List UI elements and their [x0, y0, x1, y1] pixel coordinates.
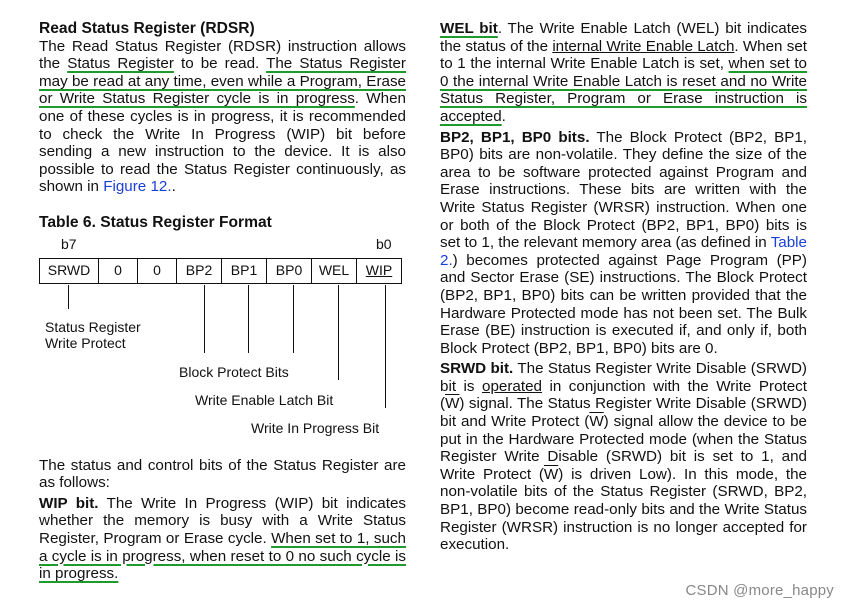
cell-bp0: BP0	[267, 258, 312, 283]
figure-12-link[interactable]: Figure 12.	[103, 178, 172, 196]
cell-bp1: BP1	[222, 258, 267, 283]
srwd-operated: operated	[482, 377, 542, 395]
wel-paragraph	[440, 20, 807, 126]
wip-label: WIP bit.	[39, 494, 99, 512]
wel-description: Write Enable Latch Bit	[195, 391, 334, 408]
wip-text: The Write In Progress (WIP) bit indicates whether the memory is busy with a Write Status Register, Program or Erase cycle.	[39, 494, 407, 547]
bp-description: Block Protect Bits	[179, 363, 289, 380]
bp2-leader-line	[204, 285, 205, 353]
srwd-text-5: ) is driven Low). In this mode, the non-volatile bits of the Status Register (SRWD, BP2, BP1, BP0) become read-only bits and the Write Status Register (WRSR) instruction is no longer accepted for execution.	[440, 465, 807, 554]
wip-highlight: When set to 1, such a cycle is in progress, when reset to 0 no such cycle is in progress.	[39, 529, 406, 583]
cell-bp2: BP2	[177, 258, 222, 283]
cell-bit6: 0	[99, 258, 138, 283]
wel-text-1: . The Write Enable Latch (WEL) bit indicates the status of the	[440, 20, 807, 55]
wel-text-2: . When set to 1 the internal Write Enable Latch is set,	[440, 37, 807, 73]
bp-text-2: ) becomes protected against Page Program (PP) and Sector Erase (SE) instructions. The Block Protect (BP2, BP1, BP0) bits can be written provided that the Hardware Protected mode has not been set. The Bulk Erase (BE) instruction is executed if, and only if, both Block Protect (BP2, BP1, BP0) bits are 0.	[440, 251, 807, 357]
wel-label: WEL bit	[440, 20, 498, 37]
wel-highlight: when set to 0 the internal Write Enable Latch is reset and no Write Status Register, Program or Erase instruction is accepted	[440, 55, 807, 125]
bp-text-1: The Block Protect (BP2, BP1, BP0) bits are non-volatile. They define the size of the area to be software protected against Program and Erase instructions. These bits are written with the Write Status Register (WRSR) instruction. When one or both of the Block Protect (BP2, BP1, BP0) bits is set to 1, the relevant memory area (as defined in	[440, 128, 808, 252]
wip-paragraph	[39, 495, 406, 583]
srwd-label: SRWD bit.	[440, 360, 514, 378]
srwd-desc-line-1: Status Register	[45, 318, 141, 335]
rdsr-text-2: to be read.	[180, 55, 260, 73]
rdsr-paragraph	[39, 38, 406, 196]
w-bar-1: $\overline{W}$	[445, 395, 460, 413]
table-title: Table 6. Status Register Format	[39, 213, 272, 231]
bp-paragraph	[440, 129, 807, 358]
wel-leader-line	[338, 285, 339, 380]
rdsr-heading: Read Status Register (RDSR)	[39, 20, 255, 37]
csdn-watermark: CSDN @more_happy	[685, 582, 834, 599]
srwd-text-4: ) signal allow the device to be put in the Hardware Protected mode (when the Status Register Write Disable (SRWD) bit is set to 1, and Write Protect (	[440, 413, 807, 483]
register-format-row	[39, 258, 402, 284]
rdsr-text-4: .	[171, 178, 176, 196]
bp-label: BP2, BP1, BP0 bits.	[440, 128, 590, 146]
w-bar-3: $\overline{W}$	[543, 465, 559, 483]
srwd-desc-line-2: Write Protect	[45, 335, 126, 352]
srwd-description	[45, 319, 141, 353]
wip-description: Write In Progress Bit	[251, 419, 380, 436]
srwd-text-3: ) signal. The Status Register Write Disable (SRWD) bit and Write Protect (	[440, 395, 807, 431]
wel-text-3: .	[501, 107, 506, 125]
cell-bit5: 0	[138, 258, 177, 283]
rdsr-text-3: . When one of these cycles is in progress, it is recommended to check the Write In Progress (WIP) bit before sending a new instruction to the device. It is also possible to read the Status Register continuously, as shown in	[39, 90, 406, 196]
w-bar-2: $\overline{W}$	[589, 413, 604, 431]
right-column	[440, 20, 807, 554]
status-register-ref: Status Register	[67, 55, 174, 73]
cell-wel: WEL	[312, 258, 357, 283]
cell-wip: WIP	[357, 258, 402, 283]
wip-leader-line	[385, 285, 386, 408]
rdsr-text-1: The Read Status Register (RDSR) instruction allows the	[39, 37, 406, 73]
status-intro: The status and control bits of the Status Register are as follows:	[39, 456, 406, 492]
srwd-text-2: in conjunction with the Write Protect (	[440, 377, 807, 413]
status-register-table	[39, 236, 406, 441]
rdsr-highlight: The Status Register may be read at any time, even while a Program, Erase or Write Status Register cycle is in progress	[39, 55, 406, 108]
cell-srwd: SRWD	[40, 258, 99, 283]
wel-internal-latch: internal Write Enable Latch	[552, 37, 735, 55]
bp1-leader-line	[248, 285, 249, 353]
srwd-paragraph	[440, 360, 807, 554]
bp0-leader-line	[293, 285, 294, 353]
bit-high-label: b7	[61, 235, 77, 252]
srwd-text-1: The Status Register Write Disable (SRWD) bit is	[440, 360, 807, 395]
bit-low-label: b0	[376, 235, 392, 252]
srwd-leader-line	[68, 285, 69, 309]
left-column	[39, 20, 406, 583]
table-2-link[interactable]: Table 2.	[440, 234, 807, 269]
